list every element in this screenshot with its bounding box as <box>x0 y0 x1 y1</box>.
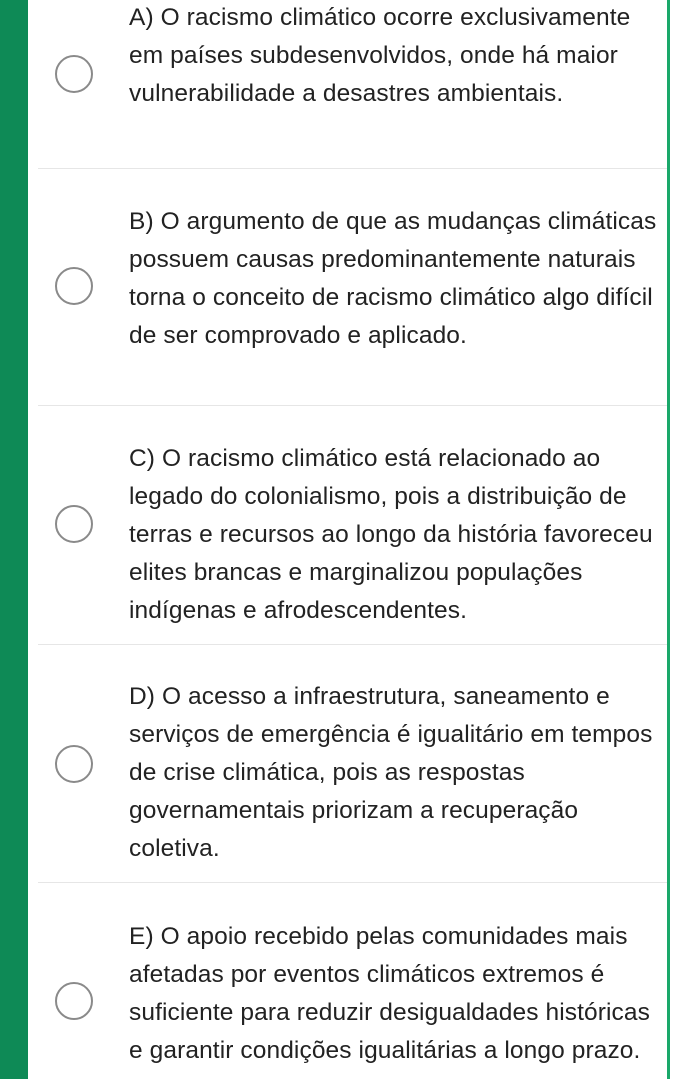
radio-option-b[interactable] <box>55 267 93 305</box>
option-c-text: C) O racismo climático está relacionado ao legado do colonialismo, pois a distribuição de terras e recursos ao longo da história favoreceu elites brancas e marginalizou populações indígenas e afrodescendentes. <box>129 445 653 624</box>
option-b-text: B) O argumento de que as mudanças climáticas possuem causas predominantemente naturais torna o conceito de racismo climático algo difícil de ser comprovado e aplicado. <box>129 208 657 349</box>
left-accent-bar <box>0 0 28 1079</box>
answer-options-list <box>28 0 667 1079</box>
option-divider <box>38 405 667 406</box>
radio-option-c[interactable] <box>55 505 93 543</box>
option-divider <box>38 168 667 169</box>
answer-option-a[interactable] <box>28 0 667 170</box>
radio-option-a[interactable] <box>55 55 93 93</box>
radio-option-e[interactable] <box>55 982 93 1020</box>
right-margin <box>670 0 700 1079</box>
option-d-text: D) O acesso a infraestrutura, saneamento e serviços de emergência é igualitário em tempos de crise climática, pois as respostas governamentais priorizam a recuperação coletiva. <box>129 683 653 862</box>
answer-option-b[interactable] <box>28 170 667 407</box>
answer-option-d[interactable] <box>28 645 667 883</box>
option-a-text: A) O racismo climático ocorre exclusivamente em países subdesenvolvidos, onde há maior vulnerabilidade a desastres ambientais. <box>129 4 631 107</box>
radio-option-d[interactable] <box>55 745 93 783</box>
answer-option-c[interactable] <box>28 407 667 645</box>
answer-option-e[interactable] <box>28 883 667 1079</box>
option-e-text: E) O apoio recebido pelas comunidades mais afetadas por eventos climáticos extremos é suficiente para reduzir desigualdades históricas e garantir condições igualitárias a longo prazo. <box>129 923 650 1064</box>
